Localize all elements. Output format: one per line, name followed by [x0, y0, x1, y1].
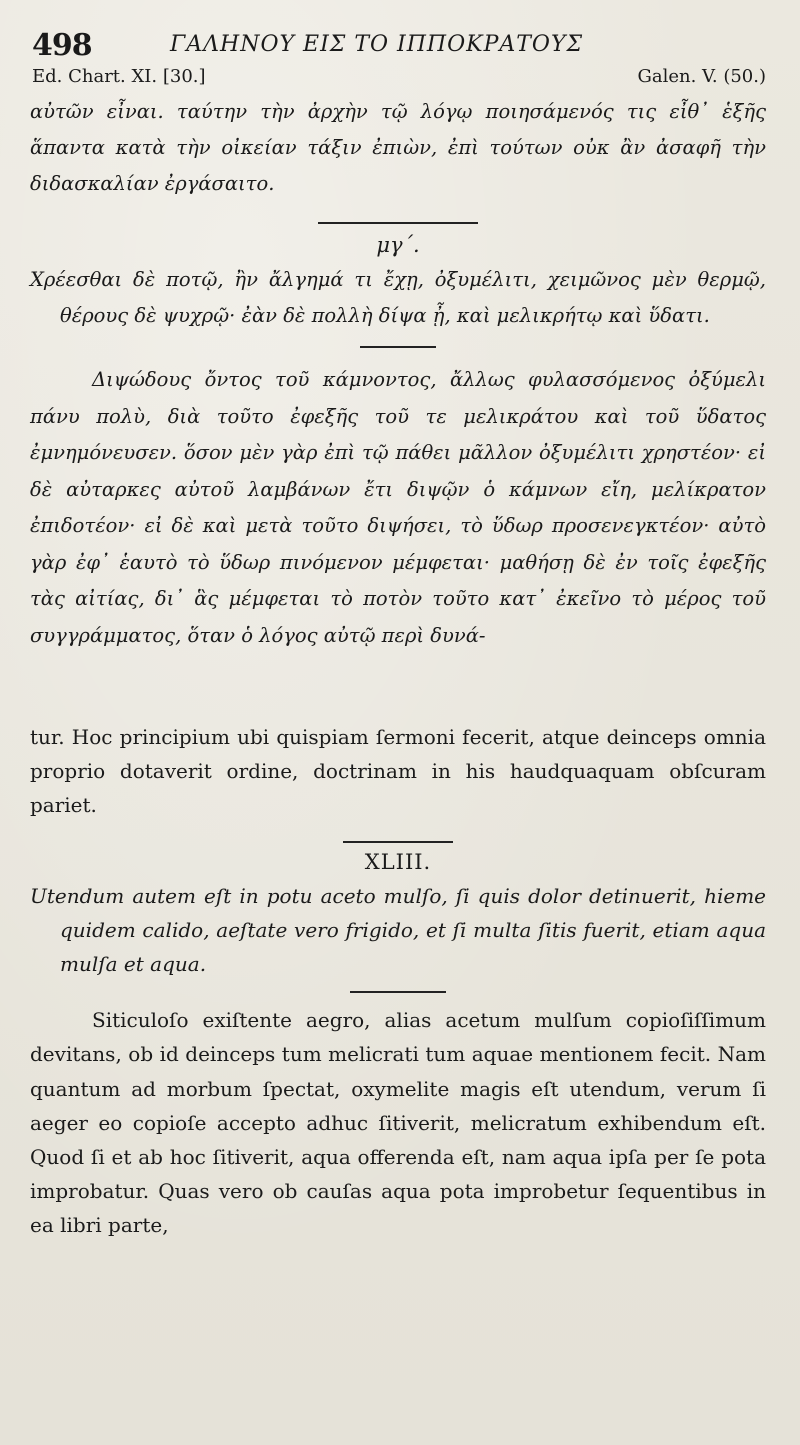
greek-continuation-paragraph: αὐτῶν εἶναι. ταύτην τὴν ἀρχὴν τῷ λόγῳ ποιησάμενός τις εἶθ᾽ ἑξῆς ἅπαντα κατὰ τὴν οἰκείαν τάξιν ἐπιὼν, ἐπὶ τούτων οὐκ ἂν ἀσαφῆ τὴν διδασκαλίαν ἐργάσαιτο.	[30, 100, 766, 195]
latin-commentary: Siticuloſo exiſtente aegro, alias acetum mulſum copioſiſſimum devitans, ob id deinceps tum melicrati tum aquae mentionem fecit. Nam quantum ad morbum ſpectat, oxymelite magis eſt utendum, verum ſi aeger eo copioſe accepto adhuc ſitiverit, melicratum exhibendum eſt. Quod ſi et ab hoc ſitiverit, aqua offerenda eſt, nam aqua ipſa per ſe pota improbatur. Quas vero ob cauſas aqua pota improbetur ſequentibus in ea libri parte,	[30, 1008, 766, 1238]
latin-section-number: XLIII.	[364, 849, 432, 874]
aphorism-divider	[360, 346, 436, 348]
edition-reference-row	[30, 66, 766, 94]
aphorism-divider-latin	[350, 991, 446, 993]
section-divider-latin	[343, 841, 453, 843]
running-title: ΓΑΛΗΝΟΥ ΕΙΣ ΤΟ ΙΠΠΟΚΡΑΤΟΥΣ	[170, 32, 584, 57]
latin-continuation-paragraph: tur. Hoc principium ubi quispiam ſermoni fecerit, atque deinceps omnia proprio dotaverit ordine, doctrinam in his haudquaquam obſcuram pariet.	[30, 725, 766, 818]
latin-aphorism: Utendum autem eſt in potu aceto mulſo, ſi quis dolor detinuerit, hieme quidem calido, aeſtate vero frigido, et ſi multa ſitis fuerit, etiam aqua mulſa et aqua.	[30, 883, 766, 977]
greek-section-number: μγ΄.	[376, 233, 420, 257]
page-header	[30, 28, 766, 66]
greek-aphorism: Χρέεσθαι δὲ ποτῷ, ἢν ἄλγημά τι ἔχῃ, ὀξυμέλιτι, χειμῶνος μὲν θερμῷ, θέρους δὲ ψυχρῷ· ἐὰν δὲ πολλὴ δίψα ᾖ, καὶ μελικρήτῳ καὶ ὕδατι.	[30, 268, 766, 327]
bleed-through-gap	[30, 654, 766, 720]
page-number: 498	[32, 28, 92, 63]
edition-reference-chartier: Ed. Chart. XI. [30.]	[32, 66, 206, 87]
edition-reference-galen: Galen. V. (50.)	[637, 66, 766, 87]
section-divider	[318, 222, 478, 224]
greek-commentary: Διψώδους ὄντος τοῦ κάμνοντος, ἄλλως φυλασσόμενος ὀξύμελι πάνυ πολὺ, διὰ τοῦτο ἐφεξῆς τοῦ τε μελικράτου καὶ τοῦ ὕδατος ἐμνημόνευσεν. ὅσον μὲν γὰρ ἐπὶ τῷ πάθει μᾶλλον ὀξυμέλιτι χρηστέον· εἰ δὲ αὐταρκες αὐτοῦ λαμβάνων ἔτι διψῷν ὁ κάμνων εἴη, μελίκρατον ἐπιδοτέον· εἰ δὲ καὶ μετὰ τοῦτο διψήσει, τὸ ὕδωρ προσενεγκτέον· αὐτὸ γὰρ ἐφ᾽ ἑαυτὸ τὸ ὕδωρ πινόμενον μέμφεται· μαθήσῃ δὲ ἐν τοῖς ἐφεξῆς τὰς αἰτίας, δι᾽ ἃς μέμφεται τὸ ποτὸν τοῦτο κατ᾽ ἐκεῖνο τὸ μέρος τοῦ συγγράμματος, ὅταν ὁ λόγος αὐτῷ περὶ δυνά-	[30, 368, 766, 647]
